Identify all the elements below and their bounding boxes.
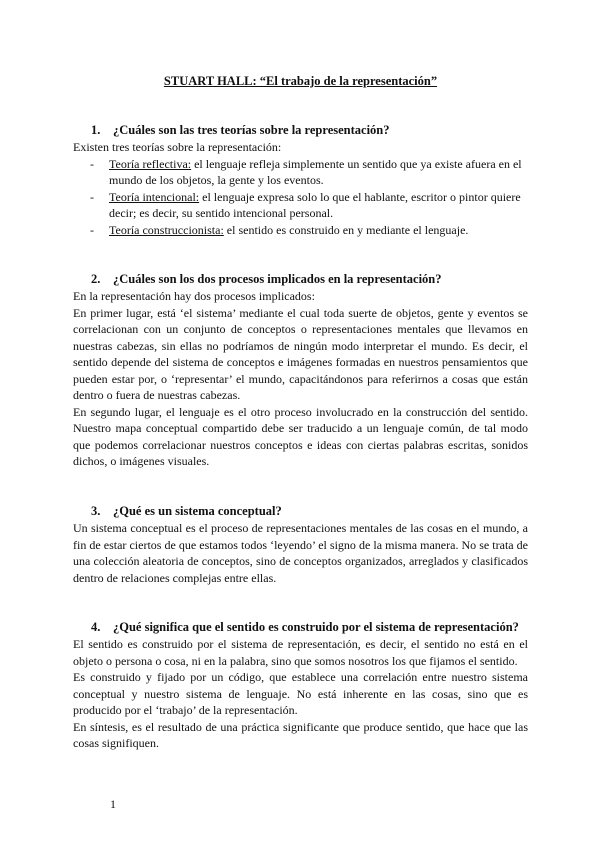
- question-text: ¿Qué significa que el sentido es construido por el sistema de representación?: [113, 620, 519, 634]
- item-text: el lenguaje expresa solo lo que el hablante, escritor o pintor quiere decir; es decir, su sentido intencional personal.: [109, 189, 521, 220]
- paragraph: Un sistema conceptual es el proceso de representaciones mentales de las cosas en el mundo, a fin de estar ciertos de que estamos todos ‘leyendo’ el signo de la misma manera. No se trata de una colección aleatoria de conceptos, sino de conceptos organizados, arreglados y clasificados dentro de relaciones complejas entre ellas.: [73, 521, 528, 585]
- section-3: [73, 503, 528, 586]
- question-heading: [73, 503, 528, 520]
- paragraph: En segundo lugar, el lenguaje es el otro proceso involucrado en la construcción del sentido. Nuestro mapa conceptual compartido debe ser traducido a un lenguaje común, de tal modo que podemos correlacionar nuestros conceptos e ideas con ciertas palabras escritas, sonidos dichos, o imágenes visuales.: [73, 404, 528, 468]
- paragraph: Existen tres teorías sobre la representación:: [73, 140, 282, 154]
- paragraph: El sentido es construido por el sistema de representación, es decir, el sentido no está en el objeto o persona o cosa, ni en la palabra, sino que somos nosotros los que fijamos el sentido.: [73, 637, 528, 668]
- item-label: Teoría construccionista:: [109, 222, 224, 237]
- item-text: el sentido es construido en y mediante el lenguaje.: [223, 222, 469, 237]
- question-heading: [73, 271, 528, 288]
- section-4: [73, 619, 528, 752]
- question-text: ¿Cuáles son los dos procesos implicados en la representación?: [113, 272, 442, 286]
- item-label: Teoría reflectiva:: [109, 156, 192, 171]
- section-1: [73, 122, 528, 238]
- paragraph: En síntesis, es el resultado de una práctica significante que produce sentido, que hace que las cosas signifiquen.: [73, 719, 528, 750]
- list-item: - Teoría construccionista: el sentido es construido en y mediante el lenguaje.: [90, 222, 469, 237]
- paragraph: En primer lugar, está ‘el sistema’ mediante el cual toda suerte de objetos, gente y eventos se correlacionan con un conjunto de conceptos o representaciones mentales que llevamos en nuestras cabezas, sin ellas no podríamos de ningún modo interpretar el mundo. Es decir, el sentido depende del sistema de conceptos e imágenes formadas en nuestros pensamientos que pueden estar por, o ‘representar’ el mundo, capacitándonos para referirnos a cosas que están dentro o fuera de nuestras cabezas.: [73, 305, 528, 402]
- question-number: 1.: [91, 123, 101, 137]
- paragraph: Es construido y fijado por un código, que establece una correlación entre nuestro sistema conceptual y nuestro sistema de lenguaje. No está inherente en las cosas, sino que es producido por el ‘trabajo’ de la representación.: [73, 670, 528, 717]
- paragraph: En la representación hay dos procesos implicados:: [73, 289, 315, 303]
- question-text: ¿Cuáles son las tres teorías sobre la representación?: [113, 123, 390, 137]
- question-heading: [73, 619, 528, 636]
- list-item: - Teoría intencional: el lenguaje expresa solo lo que el hablante, escritor o pintor quiere decir; es decir, su sentido intencional personal.: [90, 189, 521, 220]
- list-item: - Teoría reflectiva: el lenguaje refleja simplemente un sentido que ya existe afuera en el mundo de los objetos, la gente y los eventos.: [90, 156, 522, 187]
- item-label: Teoría intencional:: [109, 189, 200, 204]
- question-number: 2.: [91, 272, 101, 286]
- item-text: el lenguaje refleja simplemente un sentido que ya existe afuera en el mundo de los objetos, la gente y los eventos.: [109, 156, 522, 187]
- question-number: 3.: [91, 504, 101, 518]
- question-text: ¿Qué es un sistema conceptual?: [113, 504, 282, 518]
- section-2: [73, 271, 528, 470]
- question-number: 4.: [91, 620, 101, 634]
- document-title: STUART HALL: “El trabajo de la representación”: [163, 74, 438, 88]
- theory-list: [73, 156, 528, 239]
- question-heading: [73, 122, 528, 139]
- page-number: 1: [110, 797, 116, 811]
